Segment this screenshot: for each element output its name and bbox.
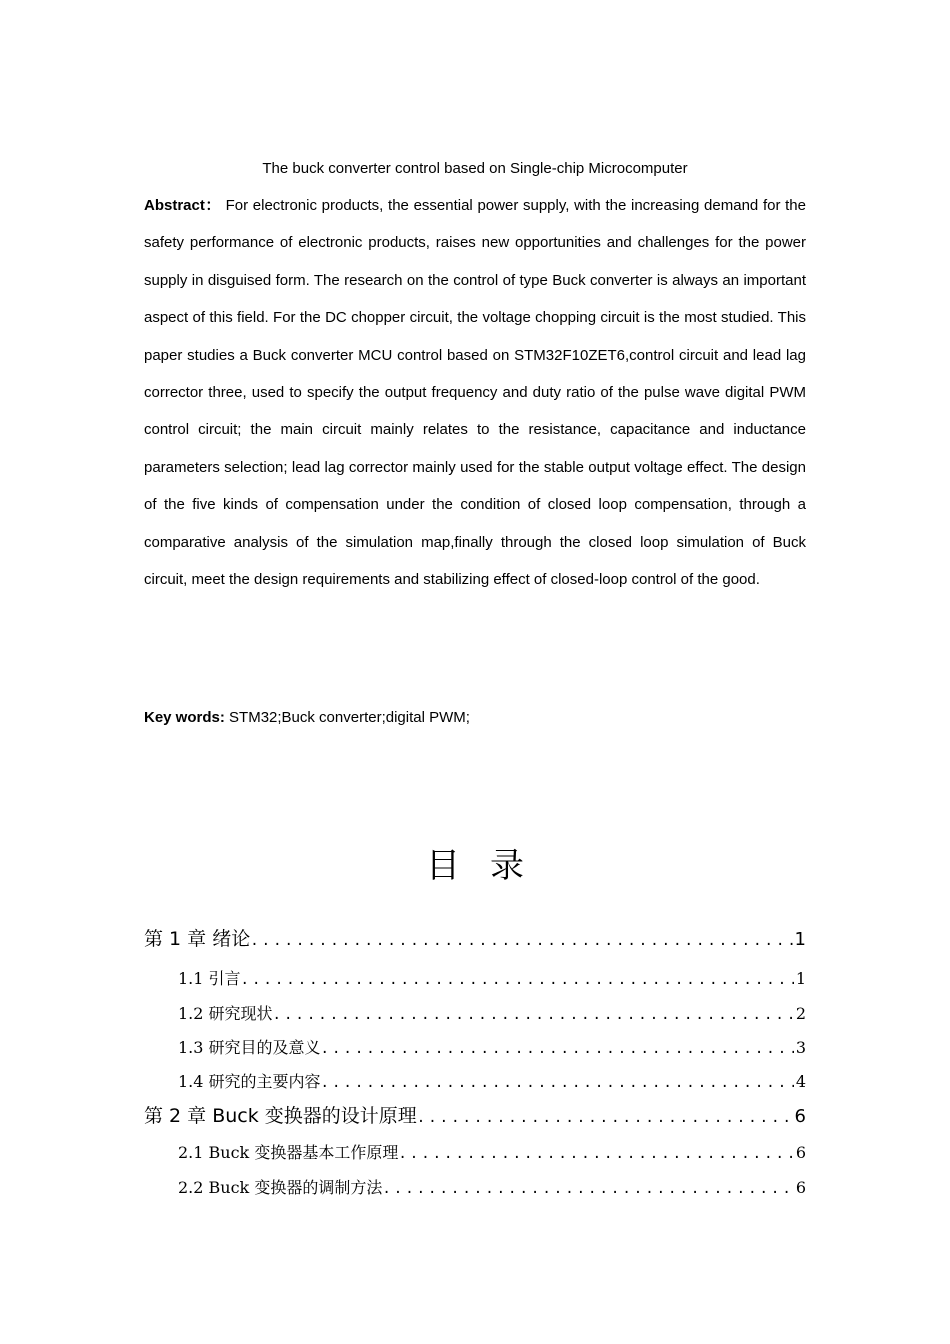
toc-leader-dots — [321, 1075, 794, 1091]
toc-entry-title: 1.2 研究现状 — [178, 1004, 273, 1023]
toc-leader-dots — [321, 1041, 794, 1057]
abstract-paragraph — [144, 187, 806, 598]
toc-leader-dots — [250, 933, 792, 949]
toc-entry-page: 1 — [795, 969, 806, 988]
toc-entry-2-1[interactable] — [178, 1140, 806, 1163]
toc-entry-page: 4 — [795, 1072, 806, 1091]
toc-entry-1-3[interactable] — [178, 1035, 806, 1058]
toc-entry-page: 6 — [795, 1143, 806, 1162]
toc-entry-chapter-1[interactable] — [144, 924, 806, 951]
keywords-line — [144, 709, 806, 726]
toc-entry-chapter-2[interactable] — [144, 1101, 806, 1128]
keywords-text: STM32;Buck converter;digital PWM; — [229, 709, 470, 726]
abstract-text: For electronic products, the essential power supply, with the increasing demand for the safety performance of electronic products, raises new opportunities and challenges for the power supply in disguised form. The research on the control of type Buck converter is always an important aspect of this field. For the DC chopper circuit, the voltage chopping circuit is the most studied. This paper studies a Buck converter MCU control based on STM32F10ZET6,control circuit and lead lag corrector three, used to specify the output frequency and duty ratio of the pulse wave digital PWM control circuit; the main circuit mainly relates to the resistance, capacitance and inductance parameters selection; lead lag corrector mainly used for the stable output voltage effect. The design of the five kinds of compensation under the condition of closed loop compensation, through a comparative analysis of the simulation map,finally through the closed loop simulation of Buck circuit, meet the design requirements and stabilizing effect of closed-loop control of the good. — [144, 197, 806, 589]
toc-entry-title: 1.1 引言 — [178, 969, 241, 988]
toc-leader-dots — [273, 1007, 794, 1023]
toc-entry-title: 2.2 Buck 变换器的调制方法 — [178, 1178, 383, 1197]
toc-entry-1-1[interactable] — [178, 966, 806, 989]
toc-entry-page: 1 — [794, 929, 806, 950]
toc-entry-page: 3 — [795, 1038, 806, 1057]
toc-entry-2-2[interactable] — [178, 1175, 806, 1198]
toc-entry-title: 1.4 研究的主要内容 — [178, 1072, 321, 1091]
toc-entry-title: 2.1 Buck 变换器基本工作原理 — [178, 1143, 399, 1162]
toc-entry-page: 6 — [795, 1178, 806, 1197]
english-title: The buck converter control based on Single-chip Microcomputer — [262, 160, 688, 177]
toc-entry-1-4[interactable] — [178, 1069, 806, 1092]
toc-leader-dots — [241, 972, 794, 988]
toc-entry-title: 第 2 章 Buck 变换器的设计原理 — [144, 1105, 417, 1127]
abstract-label: Abstract： — [144, 197, 221, 214]
toc-leader-dots — [398, 1146, 793, 1162]
toc-entry-page: 2 — [795, 1004, 806, 1023]
toc-entry-page: 6 — [794, 1106, 806, 1127]
toc-leader-dots — [382, 1181, 793, 1197]
keywords-label: Key words: — [144, 709, 225, 726]
toc-heading: 目录 — [426, 846, 554, 886]
toc-entry-title: 第 1 章 绪论 — [144, 928, 251, 950]
toc-entry-title: 1.3 研究目的及意义 — [178, 1038, 321, 1057]
toc-entry-1-2[interactable] — [178, 1001, 806, 1024]
toc-leader-dots — [417, 1110, 793, 1126]
